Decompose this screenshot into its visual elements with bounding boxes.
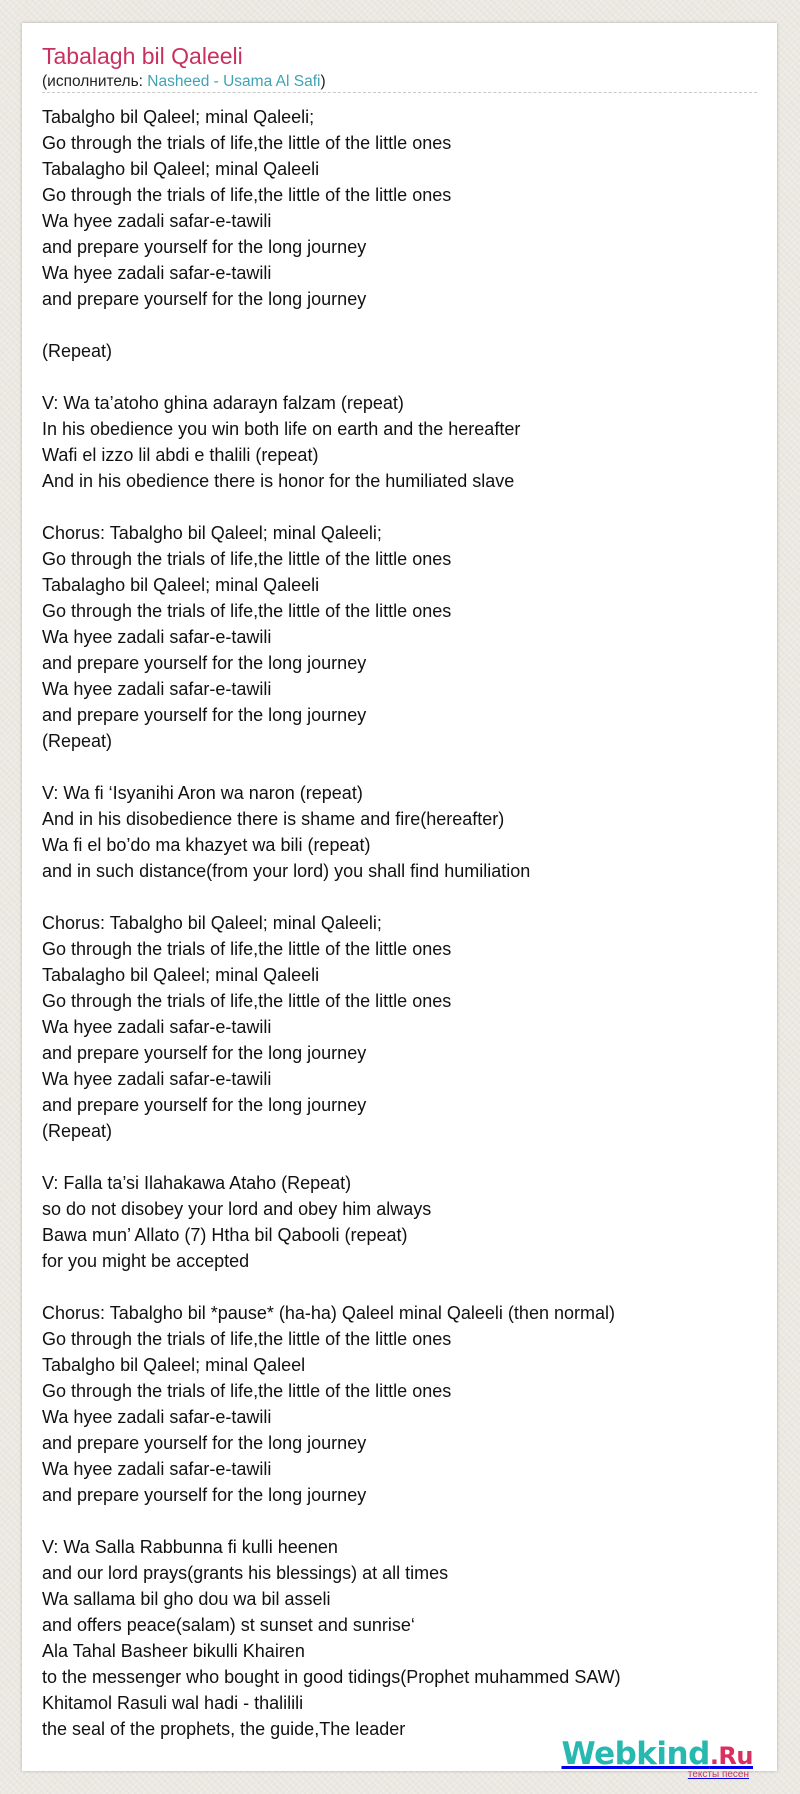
brand-name-main: Webkind — [561, 1736, 710, 1772]
song-title: Tabalagh bil Qaleeli — [42, 43, 243, 69]
artist-line — [42, 73, 326, 91]
brand-tagline: тексты песен — [687, 1769, 749, 1780]
brand-name — [562, 1738, 754, 1772]
brand-logo[interactable] — [562, 1738, 754, 1780]
lyrics-card — [22, 23, 777, 1780]
brand-tld: .Ru — [709, 1742, 753, 1770]
artist-suffix: ) — [320, 73, 326, 90]
artist-link[interactable]: Nasheed - Usama Al Safi — [147, 73, 321, 90]
title-divider — [42, 92, 757, 93]
artist-prefix: (исполнитель: — [42, 73, 148, 90]
lyrics-text: Tabalgho bil Qaleel; minal Qaleeli; Go through the trials of life,the little of the little ones Tabalagho bil Qaleel; minal Qaleeli Go through the trials of life,the little of the little ones Wa hyee zadali safar-e-tawili and prepare yourself for the long journey Wa hyee zadali safar-e-tawili and prepare yourself for the long journey (Repeat) V: Wa ta’atoho ghina adarayn falzam (repeat) In his obedience you win both life on earth and the hereafter Wafi el izzo lil abdi e thalili (repeat) And in his obedience there is honor for the humiliated slave Chorus: Tabalgho bil Qaleel; minal Qaleeli; Go through the trials of life,the little of the little ones Tabalagho bil Qaleel; minal Qaleeli Go through the trials of life,the little of the little ones Wa hyee zadali safar-e-tawili and prepare yourself for the long journey Wa hyee zadali safar-e-tawili and prepare yourself for the long journey (Repeat) V: Wa fi ‘Isyanihi Aron wa naron (repeat) And in his disobedience there is shame and fire(hereafter) Wa fi el bo’do ma khazyet wa bili (repeat) and in such distance(from your lord) you shall find humiliation Chorus: Tabalgho bil Qaleel; minal Qaleeli; Go through the trials of life,the little of the little ones Tabalagho bil Qaleel; minal Qaleeli Go through the trials of life,the little of the little ones Wa hyee zadali safar-e-tawili and prepare yourself for the long journey Wa hyee zadali safar-e-tawili and prepare yourself for the long journey (Repeat) V: Falla ta’si Ilahakawa Ataho (Repeat) so do not disobey your lord and obey him always Bawa mun’ Allato (7) Htha bil Qabooli (repeat) for you might be accepted Chorus: Tabalgho bil *pause* (ha-ha) Qaleel minal Qaleeli (then normal) Go through the trials of life,the little of the little ones Tabalgho bil Qaleel; minal Qaleel Go through the trials of life,the little of the little ones Wa hyee zadali safar-e-tawili and prepare yourself for the long journey Wa hyee zadali safar-e-tawili and prepare yourself for the long journey V: Wa Salla Rabbunna fi kulli heenen and our lord prays(grants his blessings) at all times Wa sallama bil gho dou wa bil asseli and offers peace(salam) st sunset and sunrise‘ Ala Tahal Basheer bikulli Khairen to the messenger who bought in good tidings(Prophet muhammed SAW) Khitamol Rasuli wal hadi - thalilili the seal of the prophets, the guide,The leader — [42, 107, 621, 1739]
